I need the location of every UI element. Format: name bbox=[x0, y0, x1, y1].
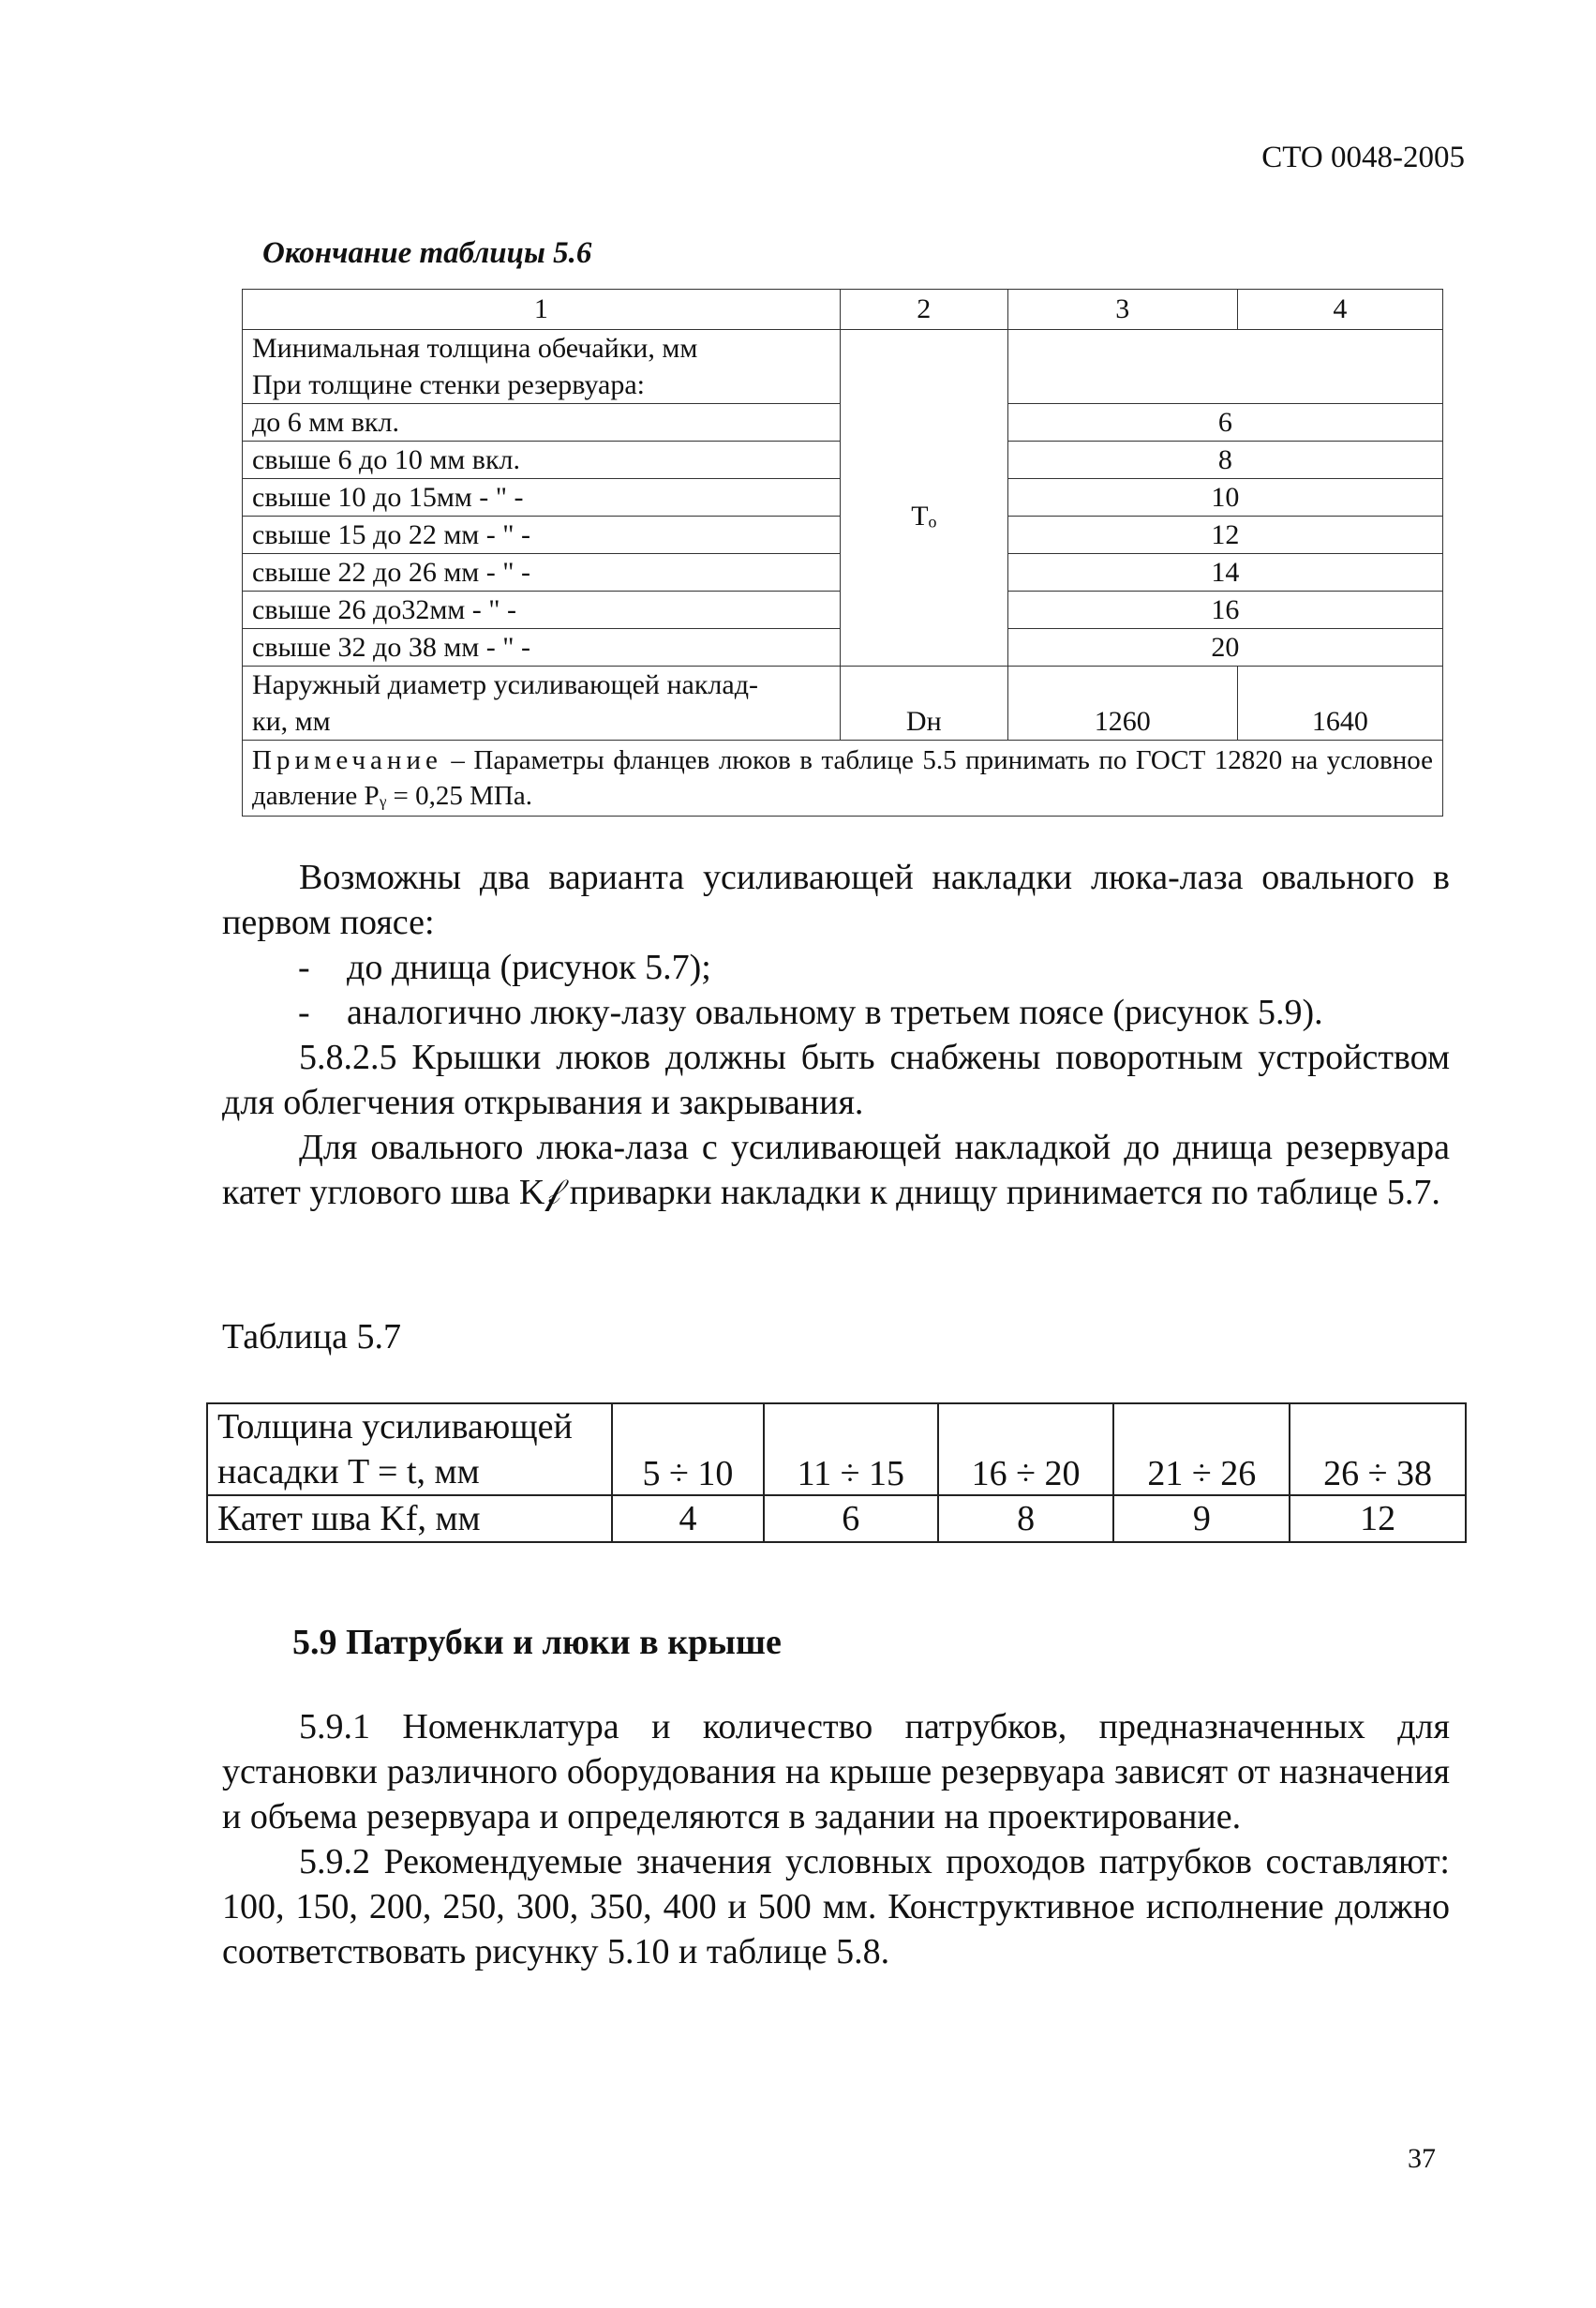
weld-leg-value: 12 bbox=[1290, 1495, 1466, 1542]
diameter-symbol: Dн bbox=[840, 703, 1007, 741]
table-row bbox=[243, 703, 1443, 741]
title-line-1: Минимальная толщина обечайки, мм bbox=[243, 330, 841, 367]
empty-cell bbox=[840, 554, 1007, 592]
col-header-3: 3 bbox=[1007, 290, 1237, 330]
weld-leg-value: 8 bbox=[938, 1495, 1114, 1542]
row-value: 14 bbox=[1007, 554, 1442, 592]
weld-leg-label: Катет шва Kf, мм bbox=[207, 1495, 612, 1542]
table-row bbox=[243, 554, 1443, 592]
thickness-label bbox=[207, 1403, 612, 1495]
table-row bbox=[243, 442, 1443, 479]
table-note bbox=[243, 741, 1443, 817]
diameter-value-4: 1640 bbox=[1237, 703, 1442, 741]
empty-cell bbox=[840, 592, 1007, 629]
range-cell: 16 ÷ 20 bbox=[938, 1403, 1114, 1495]
section-title: 5.9 Патрубки и люки в крыше bbox=[292, 1623, 782, 1662]
note-text: – Параметры фланцев люков в таблице 5.5 принимать по ГОСТ 12820 на условное давление Pᵧ = 0,25 МПа. bbox=[252, 745, 1433, 811]
empty-cell bbox=[1237, 667, 1442, 704]
table-row bbox=[207, 1495, 1466, 1542]
row-value: 10 bbox=[1007, 479, 1442, 517]
row-value: 12 bbox=[1007, 517, 1442, 554]
empty-cell bbox=[840, 367, 1007, 404]
list-item: - до днища (рисунок 5.7); bbox=[298, 948, 711, 987]
table-5-6 bbox=[242, 289, 1443, 817]
row-label: свыше 10 до 15мм - " - bbox=[243, 479, 841, 517]
row-label: свыше 32 до 38 мм - " - bbox=[243, 629, 841, 667]
range-cell: 11 ÷ 15 bbox=[764, 1403, 938, 1495]
col-header-2: 2 bbox=[840, 290, 1007, 330]
paragraph-5-9-2: 5.9.2 Рекомендуемые значения условных проходов патрубков составляют: 100, 150, 200, 250, 300, 350, 400 и 500 мм. Конструктивное исполнение должно соответствовать рисунку 5.10 и таблице 5.8. bbox=[222, 1842, 1450, 1971]
list-item-text: аналогично люку-лазу овальному в третьем поясе (рисунок 5.9). bbox=[347, 993, 1323, 1032]
diameter-label-1: Наружный диаметр усиливающей наклад- bbox=[243, 667, 841, 704]
list-item: - аналогично люку-лазу овальному в третьем поясе (рисунок 5.9). bbox=[298, 993, 1323, 1032]
col-header-4: 4 bbox=[1237, 290, 1442, 330]
title-line-2: При толщине стенки резервуара: bbox=[243, 367, 841, 404]
symbol-to: Tₒ bbox=[840, 479, 1007, 554]
weld-leg-value: 9 bbox=[1113, 1495, 1290, 1542]
empty-cell bbox=[1007, 330, 1442, 367]
table-row bbox=[207, 1403, 1466, 1495]
table-row bbox=[243, 367, 1443, 404]
col-header-1: 1 bbox=[243, 290, 841, 330]
paragraph-oval-hatch: Для овального люка-лаза с усиливающей накладкой до днища резервуара катет углового шва K𝒻 приварки накладки к днищу принимается по таблице 5.7. bbox=[222, 1128, 1450, 1212]
thickness-label-line-2: насадки T = t, мм bbox=[217, 1452, 480, 1491]
table-5-6-caption: Окончание таблицы 5.6 bbox=[262, 236, 592, 270]
table-row bbox=[243, 667, 1443, 704]
page-number: 37 bbox=[1408, 2143, 1436, 2174]
table-header-row bbox=[243, 290, 1443, 330]
range-cell: 26 ÷ 38 bbox=[1290, 1403, 1466, 1495]
table-row bbox=[243, 330, 1443, 367]
empty-cell bbox=[840, 667, 1007, 704]
note-word: Примечание bbox=[252, 745, 442, 775]
list-item-text: до днища (рисунок 5.7); bbox=[347, 948, 711, 987]
row-label: до 6 мм вкл. bbox=[243, 404, 841, 442]
table-note-row bbox=[243, 741, 1443, 817]
table-5-7-caption: Таблица 5.7 bbox=[222, 1317, 402, 1356]
row-label: свыше 6 до 10 мм вкл. bbox=[243, 442, 841, 479]
weld-leg-value: 6 bbox=[764, 1495, 938, 1542]
row-value: 16 bbox=[1007, 592, 1442, 629]
empty-cell bbox=[840, 442, 1007, 479]
thickness-label-line-1: Толщина усиливающей bbox=[217, 1407, 573, 1446]
paragraph-5-8-2-5: 5.8.2.5 Крышки люков должны быть снабжены поворотным устройством для облегчения открывания и закрывания. bbox=[222, 1038, 1450, 1122]
table-row bbox=[243, 629, 1443, 667]
row-value: 20 bbox=[1007, 629, 1442, 667]
table-row bbox=[243, 592, 1443, 629]
paragraph-variants: Возможны два варианта усиливающей накладки люка-лаза овального в первом поясе: bbox=[222, 858, 1450, 942]
table-5-7 bbox=[206, 1402, 1467, 1543]
empty-cell bbox=[1007, 367, 1442, 404]
diameter-label-2: ки, мм bbox=[243, 703, 841, 741]
empty-cell bbox=[840, 330, 1007, 367]
table-row bbox=[243, 479, 1443, 517]
empty-cell bbox=[1007, 667, 1237, 704]
row-label: свыше 26 до32мм - " - bbox=[243, 592, 841, 629]
row-value: 8 bbox=[1007, 442, 1442, 479]
document-code: СТО 0048-2005 bbox=[1261, 141, 1465, 174]
row-label: свыше 22 до 26 мм - " - bbox=[243, 554, 841, 592]
weld-leg-value: 4 bbox=[612, 1495, 764, 1542]
empty-cell bbox=[840, 404, 1007, 442]
row-label: свыше 15 до 22 мм - " - bbox=[243, 517, 841, 554]
range-cell: 21 ÷ 26 bbox=[1113, 1403, 1290, 1495]
empty-cell bbox=[840, 629, 1007, 667]
paragraph-5-9-1: 5.9.1 Номенклатура и количество патрубков, предназначенных для установки различного оборудования на крыше резервуара зависят от назначения и объема резервуара и определяются в задании на проектирование. bbox=[222, 1707, 1450, 1836]
diameter-value-3: 1260 bbox=[1007, 703, 1237, 741]
range-cell: 5 ÷ 10 bbox=[612, 1403, 764, 1495]
row-value: 6 bbox=[1007, 404, 1442, 442]
table-row bbox=[243, 404, 1443, 442]
